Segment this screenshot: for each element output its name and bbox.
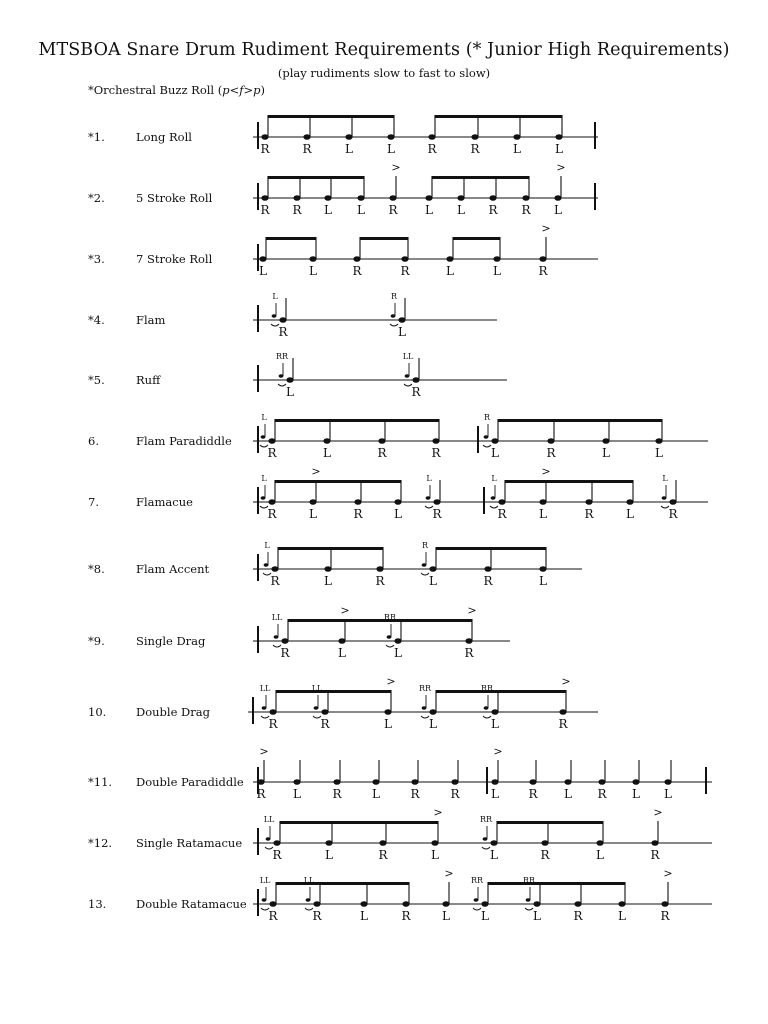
sticking-letter: R [352, 264, 362, 278]
rudiment-number: 7. [88, 495, 99, 509]
sticking-letter: L [360, 909, 368, 923]
grace-sticking: L [264, 541, 270, 550]
rudiment-number: 10. [88, 705, 107, 719]
sticking-letter: L [491, 787, 499, 801]
note-beam [497, 821, 603, 824]
rudiment-number: *4. [88, 313, 105, 327]
rudiment-name: Flam Accent [136, 562, 210, 576]
note-beam [276, 690, 391, 693]
rudiment-number: 13. [88, 897, 107, 911]
sticking-letter: R [432, 507, 442, 521]
grace-sticking: LL [259, 684, 271, 693]
note-beam [275, 419, 439, 422]
grace-sticking: L [662, 474, 668, 483]
sticking-letter: L [491, 446, 499, 460]
rudiment-number: *2. [88, 191, 105, 205]
sticking-letter: R [292, 203, 302, 217]
sticking-letter: L [555, 142, 563, 156]
sticking-letter: L [481, 909, 489, 923]
sticking-letter: R [538, 264, 548, 278]
sticking-letter: R [353, 507, 363, 521]
sticking-letter: R [660, 909, 670, 923]
rudiment-name: Single Drag [136, 634, 206, 648]
sticking-letter: L [446, 264, 454, 278]
sticking-letter: R [332, 787, 342, 801]
sticking-letter: L [259, 264, 267, 278]
grace-sticking: LL [263, 815, 275, 824]
sticking-letter: R [584, 507, 594, 521]
sticking-letter: R [267, 446, 277, 460]
sticking-letter: L [357, 203, 365, 217]
sticking-letter: L [325, 848, 333, 862]
sticking-letter: R [546, 446, 556, 460]
sticking-letter: R [375, 574, 385, 588]
grace-sticking: L [272, 292, 278, 301]
rudiment-number: *11. [88, 775, 113, 789]
grace-slur [473, 908, 481, 910]
rudiment-name: 7 Stroke Roll [136, 252, 213, 266]
sticking-letter: R [272, 848, 282, 862]
grace-sticking: LL [271, 613, 283, 622]
sticking-letter: L [286, 385, 294, 399]
rudiment-number: *8. [88, 562, 105, 576]
sticking-letter: R [278, 325, 288, 339]
sticking-letter: R [410, 787, 420, 801]
rudiment-number: *1. [88, 130, 105, 144]
note-beam [488, 882, 625, 885]
grace-sticking: RR [418, 684, 432, 693]
sticking-letter: L [626, 507, 634, 521]
note-beam [435, 115, 562, 118]
sticking-letter: R [268, 909, 278, 923]
sticking-letter: R [483, 574, 493, 588]
grace-slur [278, 384, 286, 386]
sticking-letter: L [372, 787, 380, 801]
sticking-letter: R [668, 507, 678, 521]
rudiment-name: Double Paradiddle [136, 775, 244, 789]
buzz-roll-label: *Orchestral Buzz Roll ( [88, 83, 223, 97]
sticking-letter: L [394, 646, 402, 660]
accent-mark: > [311, 465, 321, 478]
note-beam [360, 237, 408, 240]
sticking-letter: R [597, 787, 607, 801]
sticking-letter: R [256, 787, 266, 801]
rudiment-name: Double Ratamacue [136, 897, 247, 911]
sticking-letter: L [309, 507, 317, 521]
sticking-letter: R [260, 142, 270, 156]
sticking-letter: R [470, 142, 480, 156]
sticking-letter: R [497, 507, 507, 521]
rudiment-name: Flamacue [136, 495, 193, 509]
buzz-roll-dynamics: p<f>p [222, 83, 261, 97]
sticking-letter: R [302, 142, 312, 156]
accent-mark: > [340, 604, 350, 617]
rudiment-number: *5. [88, 373, 105, 387]
sticking-letter: R [488, 203, 498, 217]
page-title: MTSBOA Snare Drum Rudiment Requirements (* Junior High Requirements) [38, 40, 730, 60]
sticking-letter: R [650, 848, 660, 862]
grace-sticking: RR [480, 684, 494, 693]
sticking-letter: R [400, 264, 410, 278]
page-subtitle: (play rudiments slow to fast to slow) [277, 66, 491, 80]
sticking-letter: L [387, 142, 395, 156]
grace-sticking: LL [303, 876, 315, 885]
note-beam [268, 115, 394, 118]
sticking-letter: R [312, 909, 322, 923]
grace-sticking: RR [275, 352, 289, 361]
sticking-letter: R [411, 385, 421, 399]
rudiment-name: Flam [136, 313, 166, 327]
sticking-letter: R [320, 717, 330, 731]
rudiment-name: 5 Stroke Roll [136, 191, 213, 205]
sticking-letter: R [450, 787, 460, 801]
rudiment-name: Ruff [136, 373, 161, 387]
sticking-letter: R [464, 646, 474, 660]
sticking-letter: L [309, 264, 317, 278]
grace-sticking: LL [402, 352, 414, 361]
sticking-letter: R [528, 787, 538, 801]
sticking-letter: R [573, 909, 583, 923]
grace-slur [483, 445, 491, 447]
accent-mark: > [386, 675, 396, 688]
accent-mark: > [653, 806, 663, 819]
accent-mark: > [259, 745, 269, 758]
sticking-letter: L [490, 848, 498, 862]
sticking-letter: L [429, 717, 437, 731]
sticking-letter: R [431, 446, 441, 460]
note-beam [268, 176, 364, 179]
note-beam [453, 237, 500, 240]
note-beam [275, 480, 401, 483]
accent-mark: > [556, 161, 566, 174]
note-beam [288, 619, 472, 622]
rudiment-number: 6. [88, 434, 99, 448]
note-beam [436, 690, 566, 693]
sticking-letter: L [324, 203, 332, 217]
accent-mark: > [541, 465, 551, 478]
sticking-letter: L [655, 446, 663, 460]
sticking-letter: L [554, 203, 562, 217]
buzz-roll-close: ) [260, 83, 266, 97]
sticking-letter: L [533, 909, 541, 923]
grace-sticking: LL [259, 876, 271, 885]
grace-sticking: L [491, 474, 497, 483]
sticking-letter: L [345, 142, 353, 156]
sticking-letter: L [513, 142, 521, 156]
rudiment-name: Flam Paradiddle [136, 434, 232, 448]
note-beam [432, 176, 529, 179]
rudiment-name: Long Roll [136, 130, 192, 144]
grace-sticking: L [426, 474, 432, 483]
sticking-letter: L [539, 507, 547, 521]
sticking-letter: R [377, 446, 387, 460]
grace-sticking: RR [522, 876, 536, 885]
note-beam [278, 547, 383, 550]
sticking-letter: L [602, 446, 610, 460]
sticking-letter: L [618, 909, 626, 923]
grace-sticking: L [261, 474, 267, 483]
sticking-letter: L [457, 203, 465, 217]
grace-slur [482, 847, 490, 849]
grace-sticking: RR [383, 613, 397, 622]
accent-mark: > [433, 806, 443, 819]
sticking-letter: R [270, 574, 280, 588]
sticking-letter: L [539, 574, 547, 588]
accent-mark: > [561, 675, 571, 688]
note-beam [436, 547, 546, 550]
note-beam [276, 882, 409, 885]
accent-mark: > [467, 604, 477, 617]
rudiment-name: Double Drag [136, 705, 210, 719]
sticking-letter: R [540, 848, 550, 862]
sticking-letter: R [388, 203, 398, 217]
sticking-letter: R [378, 848, 388, 862]
grace-sticking: R [421, 541, 429, 550]
note-beam [280, 821, 438, 824]
note-beam [498, 419, 662, 422]
rudiment-name: Single Ratamacue [136, 836, 243, 850]
sticking-letter: R [280, 646, 290, 660]
accent-mark: > [541, 222, 551, 235]
note-beam [505, 480, 633, 483]
sticking-letter: L [323, 446, 331, 460]
rudiment-number: *12. [88, 836, 113, 850]
grace-sticking: R [390, 292, 398, 301]
grace-sticking: RR [470, 876, 484, 885]
sticking-letter: L [491, 717, 499, 731]
grace-slur [483, 716, 491, 718]
sticking-letter: R [427, 142, 437, 156]
sticking-letter: L [664, 787, 672, 801]
sticking-letter: L [442, 909, 450, 923]
grace-slur [390, 324, 398, 326]
sticking-letter: L [632, 787, 640, 801]
rudiment-number: *3. [88, 252, 105, 266]
accent-mark: > [391, 161, 401, 174]
sticking-letter: L [429, 574, 437, 588]
grace-slur [421, 716, 429, 718]
sticking-letter: L [596, 848, 604, 862]
grace-slur [525, 908, 533, 910]
sticking-letter: L [394, 507, 402, 521]
sticking-letter: L [564, 787, 572, 801]
sticking-letter: L [384, 717, 392, 731]
grace-sticking: LL [311, 684, 323, 693]
sticking-letter: R [267, 507, 277, 521]
grace-slur [386, 645, 394, 647]
sticking-letter: L [425, 203, 433, 217]
grace-sticking: R [483, 413, 491, 422]
note-beam [266, 237, 316, 240]
sticking-letter: R [558, 717, 568, 731]
sticking-letter: L [431, 848, 439, 862]
sticking-letter: L [493, 264, 501, 278]
sticking-letter: L [398, 325, 406, 339]
sticking-letter: L [293, 787, 301, 801]
grace-slur [421, 573, 429, 575]
accent-mark: > [663, 867, 673, 880]
sticking-letter: R [268, 717, 278, 731]
accent-mark: > [493, 745, 503, 758]
accent-mark: > [444, 867, 454, 880]
rudiment-number: *9. [88, 634, 105, 648]
sticking-letter: R [521, 203, 531, 217]
sticking-letter: R [401, 909, 411, 923]
sticking-letter: R [260, 203, 270, 217]
grace-sticking: L [261, 413, 267, 422]
grace-sticking: RR [479, 815, 493, 824]
sticking-letter: L [338, 646, 346, 660]
sticking-letter: L [324, 574, 332, 588]
